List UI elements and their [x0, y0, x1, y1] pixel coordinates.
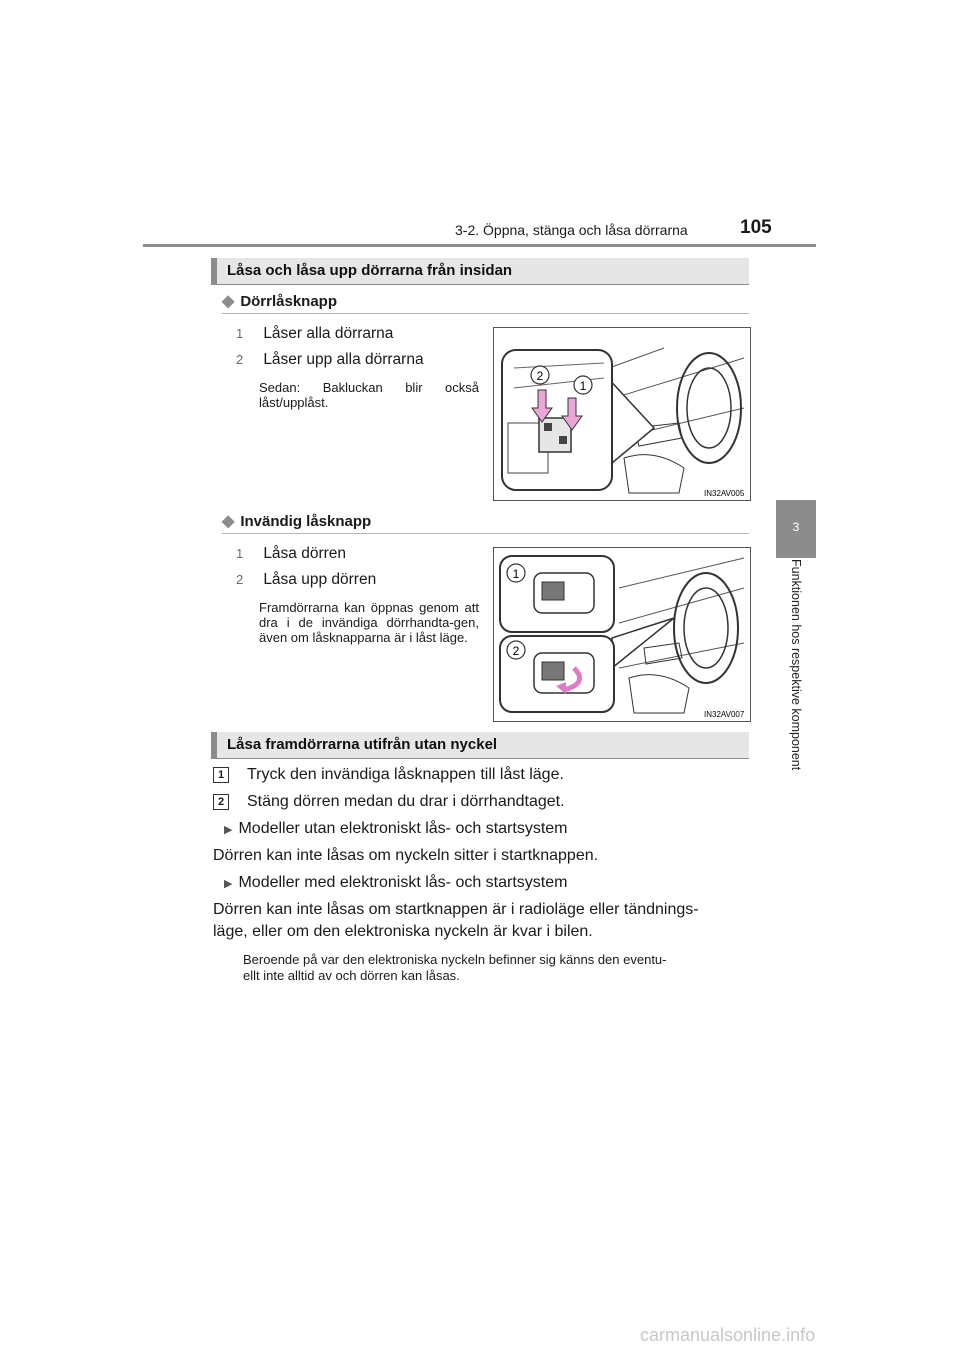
- section-header-outside-locking: [211, 732, 749, 759]
- case-text-line: Dörren kan inte låsas om startknappen är i radioläge eller tändnings-: [213, 901, 699, 918]
- chapter-number: 3: [792, 520, 800, 534]
- case-text: Dörren kan inte låsas om nyckeln sitter i startknappen.: [213, 847, 599, 864]
- number-marker: 2: [236, 572, 244, 587]
- callout-2: 2: [536, 369, 544, 383]
- note-line: ellt inte alltid av och dörren kan låsas.: [243, 968, 460, 983]
- page-number: 105: [740, 217, 772, 238]
- step-number: 1: [213, 767, 229, 783]
- breadcrumb: 3-2. Öppna, stänga och låsa dörrarna: [455, 222, 688, 238]
- subheader-door-lock-switch: ◆ Dörrlåsknapp: [222, 293, 338, 310]
- list-item: 1 Låsa dörren: [236, 545, 347, 562]
- chapter-title: Funktionen hos respektive komponent: [789, 559, 803, 771]
- section-title: Låsa och låsa upp dörrarna från insidan: [227, 262, 513, 279]
- callout-1: 1: [579, 379, 587, 393]
- case-label: ▶ Modeller med elektroniskt lås- och startsystem: [224, 874, 568, 891]
- note-text: Framdörrarna kan öppnas genom att dra i de invändiga dörrhandta-gen, även om låsknapparna är i låst läge.: [259, 600, 479, 645]
- door-lock-switch-illustration: [494, 328, 750, 500]
- note-text: Sedan: Bakluckan blir också låst/upplåst.: [259, 380, 479, 410]
- list-item: 2 Låsa upp dörren: [236, 571, 377, 588]
- inside-lock-button-illustration: [494, 548, 750, 721]
- number-marker: 2: [236, 352, 244, 367]
- section-title: Låsa framdörrarna utifrån utan nyckel: [227, 736, 498, 753]
- subheader-inside-lock-button: ◆ Invändig låsknapp: [222, 513, 372, 530]
- callout-2: 2: [512, 644, 520, 658]
- step-item: 1 Tryck den invändiga låsknappen till låst läge.: [213, 766, 564, 784]
- number-marker: 1: [236, 326, 244, 341]
- triangle-bullet-icon: ▶: [224, 878, 233, 890]
- case-text-line: läge, eller om den elektroniska nyckeln är kvar i bilen.: [213, 923, 593, 940]
- note-line: Beroende på var den elektroniska nyckeln befinner sig känns den eventu-: [243, 952, 667, 967]
- subheader-rule: [222, 313, 749, 314]
- figure-door-lock-switch: [493, 327, 751, 501]
- case-label: ▶ Modeller utan elektroniskt lås- och startsystem: [224, 820, 568, 837]
- header-rule: [143, 244, 816, 247]
- triangle-bullet-icon: ▶: [224, 824, 233, 836]
- section-header-bar: [211, 732, 217, 758]
- step-number: 2: [213, 794, 229, 810]
- diamond-icon: ◆: [222, 513, 235, 530]
- figure-code: IN32AV005: [704, 489, 745, 498]
- watermark: carmanualsonline.info: [640, 1325, 816, 1345]
- step-item: 2 Stäng dörren medan du drar i dörrhandtaget.: [213, 793, 565, 811]
- chapter-tab: [776, 500, 816, 558]
- section-header-bar: [211, 258, 217, 284]
- callout-1: 1: [512, 567, 520, 581]
- number-marker: 1: [236, 546, 244, 561]
- section-header-inside-locking: [211, 258, 749, 285]
- figure-code: IN32AV007: [704, 710, 745, 719]
- list-item: 1 Låser alla dörrarna: [236, 325, 394, 342]
- figure-inside-lock-button: [493, 547, 751, 722]
- subheader-rule: [222, 533, 749, 534]
- list-item: 2 Låser upp alla dörrarna: [236, 351, 424, 368]
- diamond-icon: ◆: [222, 293, 235, 310]
